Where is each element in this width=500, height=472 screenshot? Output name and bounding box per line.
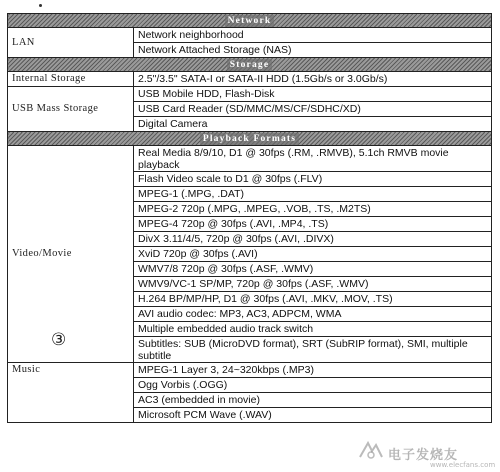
spec-item: 2.5"/3.5" SATA-I or SATA-II HDD (1.5Gb/s or 3.0Gb/s) bbox=[134, 72, 492, 87]
section-row-playback bbox=[8, 132, 492, 146]
spec-item: MPEG-1 Layer 3, 24~320kbps (.MP3) bbox=[134, 363, 492, 378]
spec-item: DivX 3.11/4/5, 720p @ 30fps (.AVI, .DIVX) bbox=[134, 232, 492, 247]
spec-item: Network neighborhood bbox=[134, 28, 492, 43]
section-row-network bbox=[8, 14, 492, 28]
category-video-movie: Video/Movie bbox=[8, 146, 134, 363]
spec-item: Subtitles: SUB (MicroDVD format), SRT (SubRIP format), SMI, multiple subtitle bbox=[134, 337, 492, 363]
spec-item: WMV9/VC-1 SP/MP, 720p @ 30fps (.ASF, .WMV) bbox=[134, 277, 492, 292]
spec-item: XviD 720p @ 30fps (.AVI) bbox=[134, 247, 492, 262]
spec-item: AC3 (embedded in movie) bbox=[134, 393, 492, 408]
section-label: Playback Formats bbox=[200, 133, 299, 145]
spec-item: Microsoft PCM Wave (.WAV) bbox=[134, 408, 492, 423]
spec-item: AVI audio codec: MP3, AC3, ADPCM, WMA bbox=[134, 307, 492, 322]
table-row bbox=[8, 146, 492, 172]
section-label: Network bbox=[225, 15, 275, 27]
page-dot bbox=[39, 4, 42, 7]
watermark-logo-icon bbox=[358, 439, 384, 461]
category-music: Music bbox=[8, 363, 134, 423]
spec-item: WMV7/8 720p @ 30fps (.ASF, .WMV) bbox=[134, 262, 492, 277]
table-row bbox=[8, 363, 492, 378]
section-row-storage bbox=[8, 58, 492, 72]
circled-number-marker: ③ bbox=[51, 330, 67, 350]
spec-item: Multiple embedded audio track switch bbox=[134, 322, 492, 337]
spec-item: Digital Camera bbox=[134, 117, 492, 132]
table-row bbox=[8, 28, 492, 43]
spec-item: Real Media 8/9/10, D1 @ 30fps (.RM, .RMVB), 5.1ch RMVB movie playback bbox=[134, 146, 492, 172]
section-label: Storage bbox=[227, 59, 273, 71]
spec-item: USB Mobile HDD, Flash-Disk bbox=[134, 87, 492, 102]
watermark-text: 电子发烧友 bbox=[388, 448, 459, 463]
watermark-url: www.elecfans.com bbox=[430, 461, 496, 469]
spec-item: USB Card Reader (SD/MMC/MS/CF/SDHC/XD) bbox=[134, 102, 492, 117]
category-usb-mass-storage: USB Mass Storage bbox=[8, 87, 134, 132]
category-lan: LAN bbox=[8, 28, 134, 58]
category-internal-storage: Internal Storage bbox=[8, 72, 134, 87]
spec-item: Ogg Vorbis (.OGG) bbox=[134, 378, 492, 393]
section-header-playback bbox=[8, 132, 492, 146]
spec-item: MPEG-4 720p @ 30fps (.AVI, .MP4, .TS) bbox=[134, 217, 492, 232]
spec-table bbox=[7, 13, 492, 423]
spec-item: MPEG-2 720p (.MPG, .MPEG, .VOB, .TS, .M2TS) bbox=[134, 202, 492, 217]
table-row bbox=[8, 87, 492, 102]
spec-item: H.264 BP/MP/HP, D1 @ 30fps (.AVI, .MKV, .MOV, .TS) bbox=[134, 292, 492, 307]
spec-item: Network Attached Storage (NAS) bbox=[134, 43, 492, 58]
spec-item: Flash Video scale to D1 @ 30fps (.FLV) bbox=[134, 172, 492, 187]
table-row bbox=[8, 72, 492, 87]
section-header-storage bbox=[8, 58, 492, 72]
spec-item: MPEG-1 (.MPG, .DAT) bbox=[134, 187, 492, 202]
section-header-network bbox=[8, 14, 492, 28]
